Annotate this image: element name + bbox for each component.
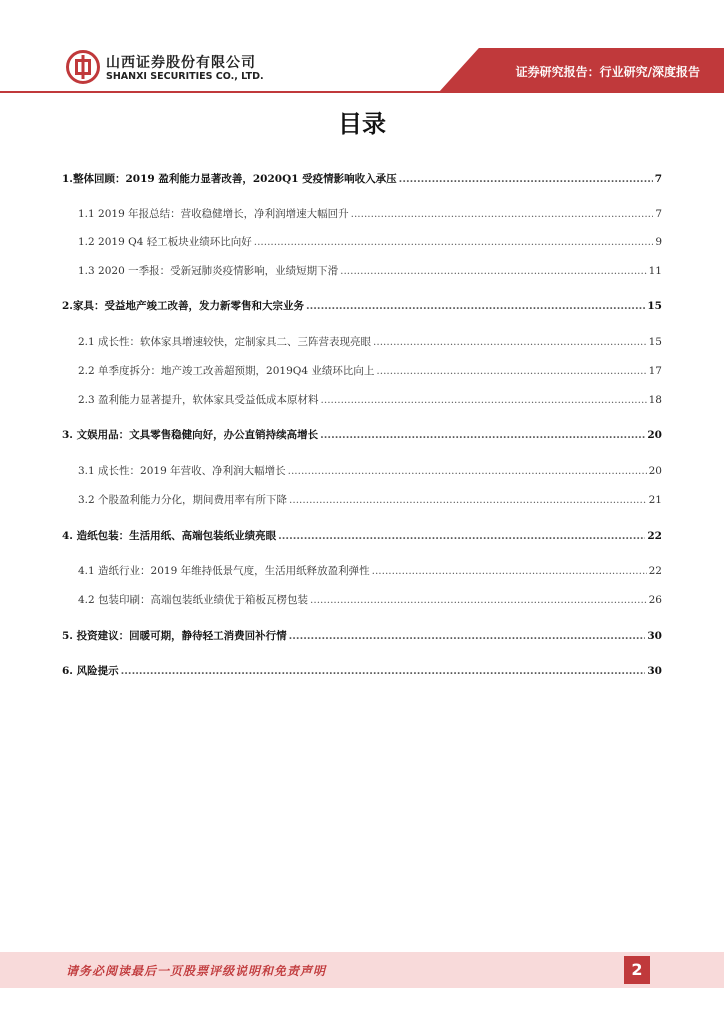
toc-entry-text: 6. 风险提示 — [62, 665, 119, 677]
toc-entry-page: 7 — [654, 173, 662, 185]
toc-leader-dots — [321, 394, 647, 406]
toc-entry[interactable] — [62, 392, 662, 407]
toc-leader-dots — [306, 300, 645, 312]
toc-entry[interactable] — [62, 592, 662, 607]
toc-entry-text: 1.整体回顾：2019 盈利能力显著改善，2020Q1 受疫情影响收入承压 — [62, 173, 397, 185]
toc-entry[interactable] — [62, 663, 662, 678]
toc-entry[interactable] — [62, 463, 662, 478]
toc-leader-dots — [351, 208, 654, 220]
toc-entry-page: 7 — [655, 208, 662, 220]
toc-entry-text: 3.1 成长性：2019 年营收、净利润大幅增长 — [78, 465, 286, 477]
toc-entry-text: 1.2 2019 Q4 轻工板块业绩环比向好 — [78, 236, 252, 248]
toc-leader-dots — [310, 594, 647, 606]
toc-entry-page: 9 — [655, 236, 662, 248]
toc-entry-page: 15 — [647, 300, 662, 312]
toc-leader-dots — [288, 465, 647, 477]
toc-entry-text: 2.1 成长性：软体家具增速较快，定制家具二、三阵营表现亮眼 — [78, 336, 372, 348]
toc-entry[interactable] — [62, 492, 662, 507]
toc-entry-text: 2.家具：受益地产竣工改善，发力新零售和大宗业务 — [62, 300, 304, 312]
toc-entry[interactable] — [62, 298, 662, 313]
footer-disclaimer: 请务必阅读最后一页股票评级说明和免责声明 — [66, 964, 327, 978]
toc-entry-page: 30 — [647, 665, 662, 677]
toc-entry-page: 30 — [647, 630, 662, 642]
shanxi-securities-logo-icon — [66, 50, 100, 84]
toc-leader-dots — [289, 630, 646, 642]
toc-entry-text: 4. 造纸包装：生活用纸、高端包装纸业绩亮眼 — [62, 530, 277, 542]
toc-entry-page: 20 — [647, 429, 662, 441]
toc-entry[interactable] — [62, 363, 662, 378]
toc-entry-page: 17 — [648, 365, 662, 377]
toc-entry-text: 3. 文娱用品：文具零售稳健向好，办公直销持续高增长 — [62, 429, 319, 441]
toc-leader-dots — [320, 429, 645, 441]
toc-entry-page: 22 — [648, 565, 662, 577]
toc-entry-text: 1.1 2019 年报总结：营收稳健增长，净利润增速大幅回升 — [78, 208, 349, 220]
toc-leader-dots — [289, 494, 647, 506]
company-name-cn: 山西证券股份有限公司 — [106, 55, 256, 71]
toc-entry-page: 18 — [648, 394, 662, 406]
toc-leader-dots — [372, 565, 647, 577]
toc-leader-dots — [278, 530, 645, 542]
toc-leader-dots — [376, 365, 646, 377]
toc-entry[interactable] — [62, 206, 662, 221]
toc-entry-text: 5. 投资建议：回暖可期，静待轻工消费回补行情 — [62, 630, 287, 642]
toc-entry[interactable] — [62, 171, 662, 186]
report-type-label: 证券研究报告：行业研究/深度报告 — [515, 65, 700, 79]
toc-leader-dots — [254, 236, 654, 248]
toc-entry-page: 11 — [648, 265, 662, 277]
toc-entry-page: 26 — [648, 594, 662, 606]
toc-entry[interactable] — [62, 563, 662, 578]
header-divider — [0, 91, 724, 93]
toc-entry-text: 4.2 包装印刷：高端包装纸业绩优于箱板瓦楞包装 — [78, 594, 309, 606]
toc-leader-dots — [399, 173, 653, 185]
toc-entry[interactable] — [62, 334, 662, 349]
toc-leader-dots — [121, 665, 646, 677]
company-name-en: SHANXI SECURITIES CO., LTD. — [106, 71, 264, 82]
toc-entry-page: 15 — [648, 336, 662, 348]
toc-leader-dots — [373, 336, 647, 348]
toc-entry-text: 4.1 造纸行业：2019 年维持低景气度，生活用纸释放盈利弹性 — [78, 565, 370, 577]
toc-entry-text: 2.3 盈利能力显著提升，软体家具受益低成本原材料 — [78, 394, 319, 406]
toc-entry-page: 21 — [648, 494, 662, 506]
toc-entry[interactable] — [62, 263, 662, 278]
toc-entry-text: 3.2 个股盈利能力分化，期间费用率有所下降 — [78, 494, 288, 506]
toc-entry[interactable] — [62, 628, 662, 643]
toc-title: 目录 — [338, 110, 386, 138]
toc-entry-text: 1.3 2020 一季报：受新冠肺炎疫情影响，业绩短期下滑 — [78, 265, 339, 277]
toc-entry[interactable] — [62, 427, 662, 442]
page-header — [0, 0, 724, 100]
toc-entry-page: 20 — [648, 465, 662, 477]
toc-leader-dots — [340, 265, 647, 277]
toc-entry[interactable] — [62, 528, 662, 543]
page-number: 2 — [624, 956, 650, 984]
toc-entry-text: 2.2 单季度拆分：地产竣工改善超预期，2019Q4 业绩环比向上 — [78, 365, 375, 377]
toc-entry-page: 22 — [647, 530, 662, 542]
toc-entry[interactable] — [62, 234, 662, 249]
